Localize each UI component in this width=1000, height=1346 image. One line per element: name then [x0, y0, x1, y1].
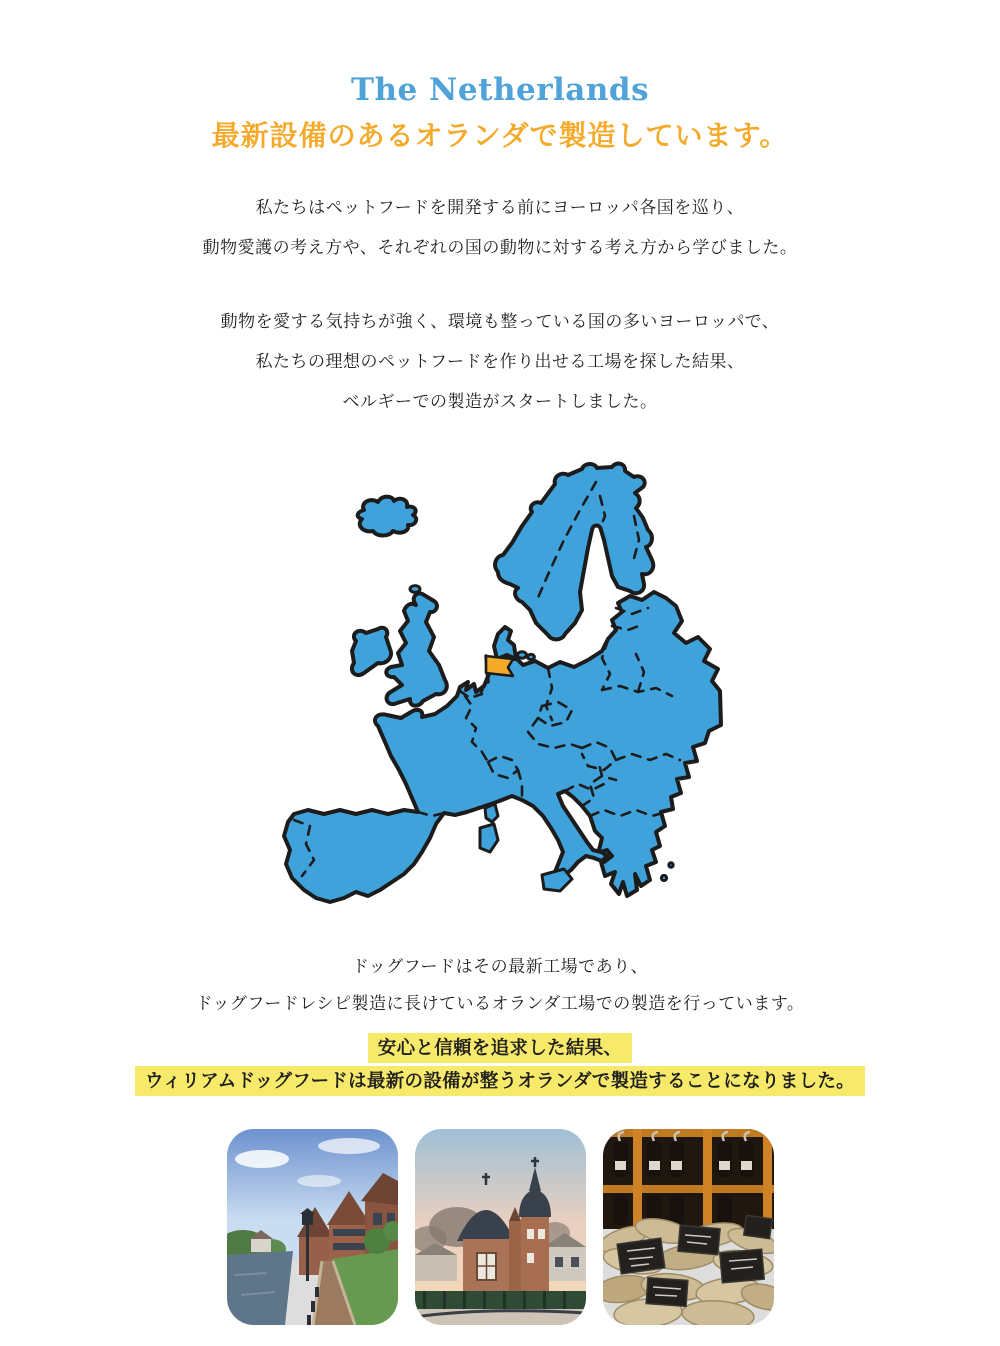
highlight-block: [135, 1030, 865, 1099]
canal-town-illustration: [227, 1129, 398, 1325]
photo-market: [603, 1129, 774, 1325]
aegean-island: [669, 863, 673, 867]
iceland-shape: [358, 497, 417, 536]
page-subtitle: 最新設備のあるオランダで製造しています。: [211, 120, 789, 151]
text-line: ドッグフードレシピ製造に長けているオランダ工場での製造を行っています。: [195, 994, 805, 1013]
highlighted-text: 安心と信頼を追求した結果、: [368, 1033, 632, 1063]
danish-island: [528, 654, 535, 659]
text-line: ベルギーでの製造がスタートしました。: [342, 392, 658, 411]
photo-canal-town: [227, 1129, 398, 1325]
outro-paragraph: [196, 948, 805, 1022]
text-line: 私たちはペットフードを開発する前にヨーロッパ各国を巡り、: [255, 198, 745, 217]
photo-row: [227, 1129, 774, 1325]
corsica-shape: [485, 804, 498, 822]
europe-map-figure: [260, 460, 740, 920]
castle-illustration: [415, 1129, 586, 1325]
sicily-shape: [542, 869, 572, 891]
market-illustration: [603, 1129, 774, 1325]
highlight-line: [135, 1033, 865, 1063]
highlight-line: [135, 1066, 865, 1096]
flag-banner: [486, 656, 513, 676]
europe-map: [260, 460, 740, 920]
intro-paragraph-2: [221, 302, 780, 422]
text-line: 私たちの理想のペットフードを作り出せる工場を探した結果、: [255, 352, 745, 371]
text-line: 動物愛護の考え方や、それぞれの国の動物に対する考え方から学びました。: [202, 238, 798, 257]
highlighted-text: ウィリアムドッグフードは最新の設備が整うオランダで製造することになりました。: [135, 1066, 865, 1096]
orkney-island: [410, 586, 420, 593]
denmark-shape: [494, 627, 516, 659]
ireland-shape: [352, 628, 391, 675]
page-title: The Netherlands: [350, 72, 650, 108]
text-line: ドッグフードはその最新工場であり、: [351, 957, 649, 976]
great-britain-shape: [386, 593, 447, 705]
photo-castle: [415, 1129, 586, 1325]
sardinia-shape: [480, 824, 498, 852]
danish-island: [518, 652, 527, 658]
text-line: 動物を愛する気持ちが強く、環境も整っている国の多いヨーロッパで、: [220, 312, 780, 331]
intro-paragraph-1: [203, 188, 798, 268]
aegean-island: [661, 875, 666, 880]
